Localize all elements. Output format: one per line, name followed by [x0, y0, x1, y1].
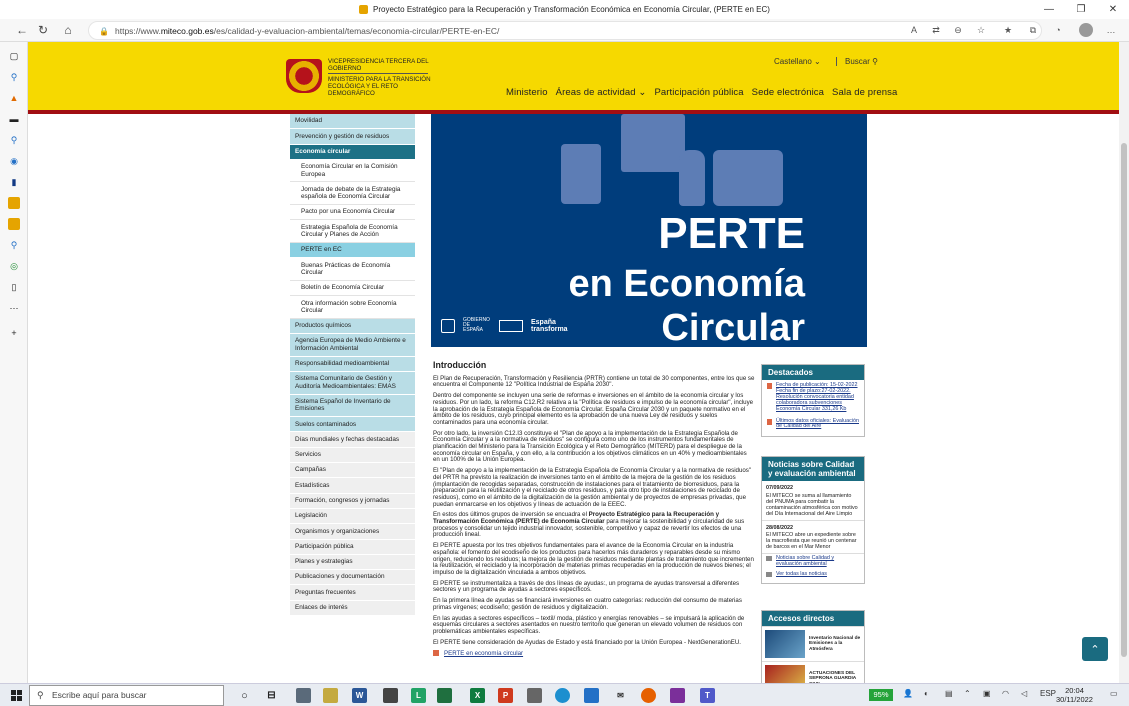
- search-icon: ⚲: [37, 690, 44, 700]
- paragraph: El PERTE apuesta por los tres objetivos fundamentales para el avance de la Economía Circular en la industria española: el fomento del ecodiseño de los productos para hacerlos más duraderos y reparables desde su mismo origen, reduciendo los residuos; la mejora de la gestión de residuos mediante plantas de tratamiento que incrementen la reutilización, el reciclado y la incorporación de materias primas recuperadas en la producción de nuevos bienes; el impulso de la digitalización vinculada a ambos objetivos.: [433, 542, 754, 576]
- volume-icon[interactable]: ◁: [1021, 689, 1028, 698]
- site-favicon-icon[interactable]: [8, 218, 20, 230]
- acceso-item[interactable]: ACTUACIONES DEL SEPRONA GUARDIA: [762, 661, 864, 696]
- left-nav-item[interactable]: Participación pública: [290, 540, 415, 555]
- extensions-icon[interactable]: ◔: [1055, 25, 1061, 35]
- app-icon[interactable]: [296, 688, 311, 703]
- battery-indicator[interactable]: 95%: [869, 689, 893, 701]
- back-icon[interactable]: ←: [16, 23, 28, 37]
- app-icon[interactable]: [584, 688, 599, 703]
- nav-participacion[interactable]: Participación pública: [654, 87, 744, 98]
- cortana-icon[interactable]: ○: [241, 689, 248, 702]
- paragraph: En las ayudas a sectores específicos – textil/ moda, plástico y energías renovables – se impulsará la aplicación de esquemas circulares a sectores asentados en nuestro territorio que generan un elevado volumen de residuos con problemáticas ambientales específicas.: [433, 614, 745, 635]
- left-nav-item[interactable]: Prevención y gestión de residuos: [290, 129, 415, 144]
- app-icon[interactable]: [383, 688, 398, 703]
- left-nav-item[interactable]: Organismos y organizaciones: [290, 524, 415, 539]
- left-nav-item[interactable]: Boletín de Economía Circular: [290, 281, 415, 296]
- app-icon[interactable]: ◎: [10, 260, 18, 271]
- taskbar: [0, 683, 1129, 706]
- app-icon[interactable]: [670, 688, 685, 703]
- left-nav-item[interactable]: Sistema Comunitario de Gestión y Auditoría Medioambientales: EMAS: [290, 372, 415, 395]
- collections-icon[interactable]: ⧉: [1029, 24, 1037, 35]
- tab-title: Proyecto Estratégico para la Recuperación y Transformación Económica en Economía Circular, (PERTE en EC): [373, 5, 770, 14]
- left-nav-item[interactable]: Días mundiales y fechas destacadas: [290, 432, 415, 447]
- tray-icon[interactable]: ◐: [924, 689, 929, 698]
- search-icon[interactable]: ⚲: [10, 239, 18, 250]
- site-header: [28, 42, 1119, 112]
- refresh-icon[interactable]: ↻: [37, 23, 49, 37]
- browser-sidebar: [0, 42, 28, 683]
- app-icon[interactable]: ⋯: [9, 302, 19, 313]
- url-path: /es/calidad-y-evaluacion-ambiental/temas/economia-circular/PERTE-en-EC/: [213, 26, 500, 36]
- search-icon[interactable]: ⚲: [10, 134, 18, 145]
- clock[interactable]: 20:04 30/11/2022: [1056, 686, 1093, 704]
- teams-icon[interactable]: T: [700, 688, 715, 703]
- search-link[interactable]: Buscar ⚲: [836, 57, 878, 66]
- paragraph: El PERTE se instrumentaliza a través de dos líneas de ayudas:, un programa de ayudas transversal a diferentes sectores y un programa de ayudas a sectores específicos.: [433, 579, 740, 594]
- url-bar[interactable]: [88, 21, 1042, 40]
- news-item[interactable]: 07/09/2022 El MITECO se suma al llamamiento del PNUMA para combatir la contaminación atmosférica con motivo del Día Internacional del Aire Limpio: [766, 485, 858, 517]
- paragraph: El Plan de Recuperación, Transformación y Resiliencia (PRTR) contiene un total de 30 componentes, entre los que se encuentra el Componente 12 "Política Industrial de España 2030".: [433, 374, 755, 389]
- folder-icon[interactable]: [323, 688, 338, 703]
- paragraph: En estos dos últimos grupos de inversión se encuadra el Proyecto Estratégico para la Recuperación y Transformación Económica (PERTE) de Economía Circular para mejorar la sostenibilidad y circularidad de sus procesos y consolidar un tejido industrial innovador, sostenible, competitivo y capaz de revertir los efectos de una producción lineal.: [433, 511, 745, 539]
- nav-sede[interactable]: Sede electrónica: [751, 87, 825, 98]
- rss-link[interactable]: Noticias sobre Calidad y evaluación ambiental: [762, 553, 864, 570]
- tray-icon[interactable]: ▣: [983, 689, 991, 698]
- app-icon[interactable]: ◉: [10, 155, 18, 166]
- search-icon: ⚲: [872, 57, 878, 66]
- left-nav-item[interactable]: Servicios: [290, 448, 415, 463]
- noticias-box: [761, 456, 865, 584]
- left-nav-item[interactable]: Suelos contaminados: [290, 417, 415, 432]
- more-icon[interactable]: …: [1106, 25, 1116, 35]
- left-nav-item[interactable]: Campañas: [290, 463, 415, 478]
- noticias-title: Noticias sobre Calidad y evaluación ambiental: [762, 457, 864, 481]
- translate-icon[interactable]: ⇄: [932, 24, 940, 35]
- left-nav-item[interactable]: Buenas Prácticas de Economía Circular: [290, 258, 415, 281]
- nav-ministerio[interactable]: Ministerio: [506, 87, 548, 98]
- restore-icon[interactable]: ❐: [1076, 4, 1086, 15]
- banner-title-3: Circular: [661, 307, 805, 347]
- app-icon[interactable]: ▲: [9, 93, 19, 103]
- building-icon: [621, 114, 685, 172]
- espana-logo-text: España transforma: [531, 318, 568, 333]
- url-domain: miteco.gob.es: [160, 26, 214, 36]
- left-nav-item[interactable]: Estadísticas: [290, 478, 415, 493]
- news-item[interactable]: 28/08/2022 El MITECO abre un expediente sobre la macrofiesta que reunió un centenar de barcos en el Mar Menor: [762, 520, 864, 554]
- tray-icon[interactable]: ▤: [945, 689, 953, 698]
- close-icon[interactable]: ✕: [1108, 4, 1118, 15]
- paragraph: El PERTE tiene consideración de Ayudas de Estado y está financiado por la Unión Europea - NextGenerationEU.: [433, 638, 742, 646]
- site-favicon-icon[interactable]: [8, 197, 20, 209]
- banner-title-1: PERTE: [658, 209, 805, 258]
- search-icon[interactable]: ⚲: [10, 71, 18, 82]
- language-indicator[interactable]: ESP: [1040, 689, 1057, 698]
- app-icon[interactable]: ▮: [11, 176, 17, 187]
- battery-icon: [561, 144, 601, 204]
- all-news-link[interactable]: Ver todas las noticias: [762, 570, 864, 583]
- scrollbar-thumb[interactable]: [1121, 143, 1127, 657]
- paragraph: Dentro del componente se incluyen una serie de reformas e inversiones en el ámbito de la economía circular y los residuos. Por un lado, la reforma C12.R2 relativa a la "Política de residuos e impulso de la economía circular", incluye la aprobación de la Estrategia Española de Economía Circular. España Circular 2030 y un paquete normativo en el ámbito de los residuos, cuyo principal elemento es la aprobación de una nueva Ley de residuos y suelos contaminados para una economía circular.: [433, 392, 754, 426]
- left-nav-item[interactable]: Economía Circular en la Comisión Europea: [290, 160, 415, 183]
- destacado-link[interactable]: Últimos datos oficiales: Evaluación de Calidad del Aire: [762, 416, 864, 437]
- left-nav-item[interactable]: Productos químicos: [290, 319, 415, 334]
- firefox-icon[interactable]: [641, 688, 656, 703]
- mail-icon[interactable]: ✉: [613, 688, 628, 703]
- left-nav-item[interactable]: Otra información sobre Economía Circular: [290, 296, 415, 319]
- bottle-icon: [679, 150, 705, 206]
- taskbar-search[interactable]: ⚲ Escribe aquí para buscar: [29, 685, 224, 706]
- article-heading: Introducción: [433, 360, 487, 370]
- chevron-down-icon: ⌄: [814, 57, 821, 66]
- notifications-icon[interactable]: ▭: [1110, 689, 1118, 698]
- chevron-up-icon: ⌃: [1090, 643, 1100, 656]
- camera-icon[interactable]: [527, 688, 542, 703]
- favorites-icon[interactable]: ★: [1003, 24, 1013, 35]
- perte-banner: [431, 114, 867, 347]
- powerpoint-icon[interactable]: P: [498, 688, 513, 703]
- destacado-link[interactable]: Fecha de publicación: 15-02-2022 Fecha fin de plazo:27-02-2022. Resolución convocatoria entidad colaboradora subvenciones Economía Circular 331,26 Kb: [762, 380, 864, 416]
- paragraph: En la primera línea de ayudas se financiará inversiones en cuatro categorías: reducción del consumo de materias primas vírgenes; ecodiseño; gestión de residuos y digitalización.: [433, 597, 742, 611]
- nav-areas[interactable]: Áreas de actividad ⌄: [555, 87, 647, 98]
- gov-logo-icon: [441, 319, 455, 333]
- left-nav-item[interactable]: Enlaces de interés: [290, 601, 415, 616]
- left-nav-item[interactable]: Estrategia Española de Economía Circular y Planes de Acción: [290, 220, 415, 243]
- gov-logo-text: GOBIERNO DE ESPAÑA: [463, 317, 490, 333]
- word-icon[interactable]: W: [352, 688, 367, 703]
- org-line-2: MINISTERIO PARA LA TRANSICIÓN ECOLÓGICA Y EL RETO DEMOGRÁFICO: [328, 76, 431, 97]
- coat-of-arms-icon: [286, 59, 322, 93]
- app-icon[interactable]: ▬: [9, 114, 19, 124]
- section-nav: [290, 114, 415, 616]
- banner-logos: [441, 318, 569, 333]
- left-nav-item[interactable]: Publicaciones y documentación: [290, 570, 415, 585]
- document-icon[interactable]: ▯: [11, 281, 17, 292]
- nav-prensa[interactable]: Sala de prensa: [832, 87, 898, 98]
- tray-icon[interactable]: 👤: [903, 689, 913, 698]
- chevron-down-icon: ⌄: [638, 87, 647, 98]
- favorite-star-icon[interactable]: ☆: [976, 24, 986, 35]
- scrollbar[interactable]: [1119, 42, 1129, 683]
- left-nav-item[interactable]: Preguntas frecuentes: [290, 585, 415, 600]
- excel-icon[interactable]: X: [470, 688, 485, 703]
- shirt-icon: [713, 150, 783, 206]
- destacados-box: [761, 364, 865, 437]
- left-nav-item[interactable]: Economía circular: [290, 145, 415, 160]
- lock-icon: 🔒: [99, 27, 109, 36]
- site-favicon-icon: [359, 5, 368, 14]
- acceso-item[interactable]: Inventario Nacional de Emisiones a la Atmósfera: [762, 626, 864, 661]
- wifi-icon[interactable]: ◠: [1002, 689, 1009, 698]
- address-toolbar: [0, 19, 1129, 42]
- article: [433, 362, 755, 662]
- accesos-title: Accesos directos: [762, 611, 864, 626]
- browser-title-bar: [0, 0, 1129, 19]
- app-icon[interactable]: [437, 688, 452, 703]
- banner-title-2: en Economía: [568, 263, 805, 305]
- logo-divider: [328, 73, 428, 74]
- left-nav-item[interactable]: Formación, congresos y jornadas: [290, 494, 415, 509]
- paragraph: Por otro lado, la inversión C12.I3 constituye el "Plan de apoyo a la implementación de la Estrategia Española de Economía Circular y a la normativa de residuos" se configura como uno de los instrumentos fundamentales de planificación del Ministerio para la Transición Ecológica y el Reto Demográfico (MITERD) para el despliegue de la economía circular en España, y con ello, a la contribución a los objetivos climáticos en un 40% y medioambientales en un 100% de la Unión Europea.: [433, 429, 747, 464]
- left-nav-item[interactable]: Pacto por una Economía Circular: [290, 205, 415, 220]
- language-selector[interactable]: Castellano ⌄: [774, 57, 821, 66]
- scroll-to-top-button[interactable]: [1082, 637, 1108, 661]
- read-aloud-icon[interactable]: A: [910, 25, 917, 35]
- windows-start-icon[interactable]: [11, 690, 22, 701]
- chevron-up-icon[interactable]: ⌃: [964, 689, 971, 698]
- edge-icon[interactable]: [555, 688, 570, 703]
- left-nav-item[interactable]: Legislación: [290, 509, 415, 524]
- home-icon[interactable]: ⌂: [64, 23, 72, 37]
- profile-avatar[interactable]: [1079, 23, 1093, 37]
- paragraph: El "Plan de apoyo a la implementación de la Estrategia Española de Economía Circular y a la normativa de residuos" del PRTR ha previsto la realización de inversiones tanto en el ámbito de la mejora de la gestión de los residuos (implantación de recogidas separadas, construcción de instalaciones para el tratamiento de biorresiduos, para la preparación para la reutilización y el reciclado de otros residuos, y para otro tipo de instalaciones de reciclado de residuos), como en el ámbito de la digitalización de la gestión ambiental y de proyectos de empresas privadas, que puedan enmarcarse en los objetivos y líneas de actuación de la EEEC.: [433, 467, 752, 508]
- add-icon[interactable]: +: [11, 328, 17, 338]
- task-view-icon[interactable]: ⊟: [267, 690, 276, 701]
- url-prefix: https://www.: [115, 26, 161, 36]
- left-nav-item[interactable]: Agencia Europea de Medio Ambiente e Información Ambiental: [290, 334, 415, 357]
- pdf-link[interactable]: PERTE en economía circular: [433, 650, 523, 657]
- government-logo[interactable]: [286, 57, 436, 97]
- left-nav-item[interactable]: Responsabilidad medioambiental: [290, 357, 415, 372]
- espana-logo-icon: [499, 320, 523, 332]
- org-line-1: VICEPRESIDENCIA TERCERA DEL GOBIERNO: [328, 58, 429, 72]
- main-nav: [506, 87, 897, 98]
- left-nav-item[interactable]: Sistema Español de Inventario de Emisiones: [290, 395, 415, 418]
- left-nav-item[interactable]: Jornada de debate de la Estrategia española de Economía Circular: [290, 182, 415, 205]
- left-nav-item[interactable]: PERTE en EC: [290, 243, 415, 258]
- tabs-icon[interactable]: ▢: [9, 50, 19, 61]
- destacados-title: Destacados: [762, 365, 864, 380]
- left-nav-item[interactable]: Movilidad: [290, 114, 415, 129]
- minimize-icon[interactable]: —: [1044, 4, 1054, 15]
- left-nav-item[interactable]: Planes y estrategias: [290, 555, 415, 570]
- zoom-icon[interactable]: ⊖: [954, 24, 962, 35]
- app-icon[interactable]: L: [411, 688, 426, 703]
- acceso-image: [765, 630, 805, 658]
